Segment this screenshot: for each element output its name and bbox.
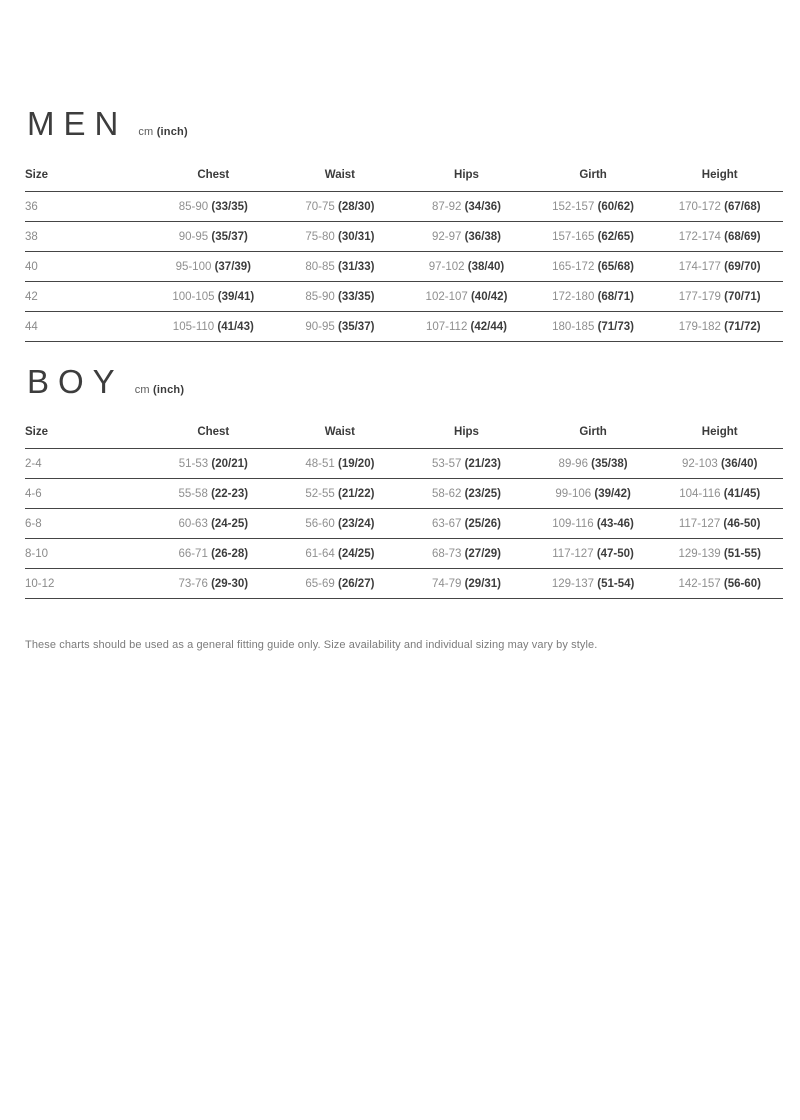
table-row	[25, 569, 783, 599]
chest-cell: 60-63 (24-25)	[150, 509, 277, 539]
size-cell: 10-12	[25, 569, 150, 599]
size-cell: 44	[25, 312, 150, 342]
height-cell: 129-139 (51-55)	[656, 539, 783, 569]
column-header-girth: Girth	[530, 164, 657, 192]
height-cell: 172-174 (68/69)	[656, 222, 783, 252]
hips-cell: 74-79 (29/31)	[403, 569, 530, 599]
height-cell: 104-116 (41/45)	[656, 479, 783, 509]
girth-cell: 99-106 (39/42)	[530, 479, 657, 509]
men-size-table	[25, 164, 783, 342]
chest-cell: 100-105 (39/41)	[150, 282, 277, 312]
hips-cell: 92-97 (36/38)	[403, 222, 530, 252]
waist-cell: 65-69 (26/27)	[277, 569, 404, 599]
column-header-size: Size	[25, 164, 150, 192]
men-units-label	[138, 126, 187, 138]
table-row	[25, 282, 783, 312]
table-row	[25, 252, 783, 282]
girth-cell: 152-157 (60/62)	[530, 192, 657, 222]
height-cell: 179-182 (71/72)	[656, 312, 783, 342]
men-title-text: MEN	[27, 105, 128, 142]
hips-cell: 53-57 (21/23)	[403, 449, 530, 479]
hips-cell: 87-92 (34/36)	[403, 192, 530, 222]
chest-cell: 90-95 (35/37)	[150, 222, 277, 252]
column-header-height: Height	[656, 421, 783, 449]
waist-cell: 61-64 (24/25)	[277, 539, 404, 569]
size-cell: 38	[25, 222, 150, 252]
waist-cell: 48-51 (19/20)	[277, 449, 404, 479]
column-header-chest: Chest	[150, 421, 277, 449]
table-row	[25, 479, 783, 509]
chest-cell: 66-71 (26-28)	[150, 539, 277, 569]
hips-cell: 102-107 (40/42)	[403, 282, 530, 312]
girth-cell: 129-137 (51-54)	[530, 569, 657, 599]
column-header-waist: Waist	[277, 164, 404, 192]
waist-cell: 70-75 (28/30)	[277, 192, 404, 222]
column-header-waist: Waist	[277, 421, 404, 449]
size-cell: 36	[25, 192, 150, 222]
size-cell: 2-4	[25, 449, 150, 479]
chest-cell: 73-76 (29-30)	[150, 569, 277, 599]
hips-cell: 58-62 (23/25)	[403, 479, 530, 509]
hips-cell: 97-102 (38/40)	[403, 252, 530, 282]
waist-cell: 85-90 (33/35)	[277, 282, 404, 312]
hips-cell: 63-67 (25/26)	[403, 509, 530, 539]
column-header-size: Size	[25, 421, 150, 449]
height-cell: 177-179 (70/71)	[656, 282, 783, 312]
column-header-girth: Girth	[530, 421, 657, 449]
table-row	[25, 192, 783, 222]
boy-size-table	[25, 421, 783, 599]
girth-cell: 117-127 (47-50)	[530, 539, 657, 569]
men-unit-cm: cm	[138, 126, 154, 138]
waist-cell: 56-60 (23/24)	[277, 509, 404, 539]
height-cell: 170-172 (67/68)	[656, 192, 783, 222]
hips-cell: 68-73 (27/29)	[403, 539, 530, 569]
size-cell: 42	[25, 282, 150, 312]
column-header-hips: Hips	[403, 421, 530, 449]
girth-cell: 172-180 (68/71)	[530, 282, 657, 312]
girth-cell: 157-165 (62/65)	[530, 222, 657, 252]
boy-header-row	[25, 421, 783, 449]
men-section-title	[27, 107, 188, 140]
table-row	[25, 539, 783, 569]
chest-cell: 55-58 (22-23)	[150, 479, 277, 509]
waist-cell: 90-95 (35/37)	[277, 312, 404, 342]
size-cell: 40	[25, 252, 150, 282]
table-row	[25, 312, 783, 342]
chest-cell: 85-90 (33/35)	[150, 192, 277, 222]
boy-section-title	[27, 365, 184, 398]
table-row	[25, 449, 783, 479]
size-cell: 4-6	[25, 479, 150, 509]
column-header-height: Height	[656, 164, 783, 192]
height-cell: 174-177 (69/70)	[656, 252, 783, 282]
table-row	[25, 222, 783, 252]
table-row	[25, 509, 783, 539]
girth-cell: 180-185 (71/73)	[530, 312, 657, 342]
chest-cell: 95-100 (37/39)	[150, 252, 277, 282]
boy-title-text: BOY	[27, 363, 124, 400]
height-cell: 92-103 (36/40)	[656, 449, 783, 479]
size-cell: 8-10	[25, 539, 150, 569]
girth-cell: 89-96 (35/38)	[530, 449, 657, 479]
men-header-row	[25, 164, 783, 192]
fitting-guide-note: These charts should be used as a general fitting guide only. Size availability and individual sizing may vary by style.	[25, 639, 598, 651]
height-cell: 142-157 (56-60)	[656, 569, 783, 599]
waist-cell: 80-85 (31/33)	[277, 252, 404, 282]
chest-cell: 105-110 (41/43)	[150, 312, 277, 342]
boy-units-label	[135, 384, 184, 396]
waist-cell: 75-80 (30/31)	[277, 222, 404, 252]
height-cell: 117-127 (46-50)	[656, 509, 783, 539]
boy-unit-cm: cm	[134, 384, 150, 396]
girth-cell: 109-116 (43-46)	[530, 509, 657, 539]
column-header-chest: Chest	[150, 164, 277, 192]
girth-cell: 165-172 (65/68)	[530, 252, 657, 282]
size-cell: 6-8	[25, 509, 150, 539]
men-unit-inch: (inch)	[156, 126, 188, 138]
waist-cell: 52-55 (21/22)	[277, 479, 404, 509]
chest-cell: 51-53 (20/21)	[150, 449, 277, 479]
boy-unit-inch: (inch)	[153, 384, 185, 396]
hips-cell: 107-112 (42/44)	[403, 312, 530, 342]
column-header-hips: Hips	[403, 164, 530, 192]
